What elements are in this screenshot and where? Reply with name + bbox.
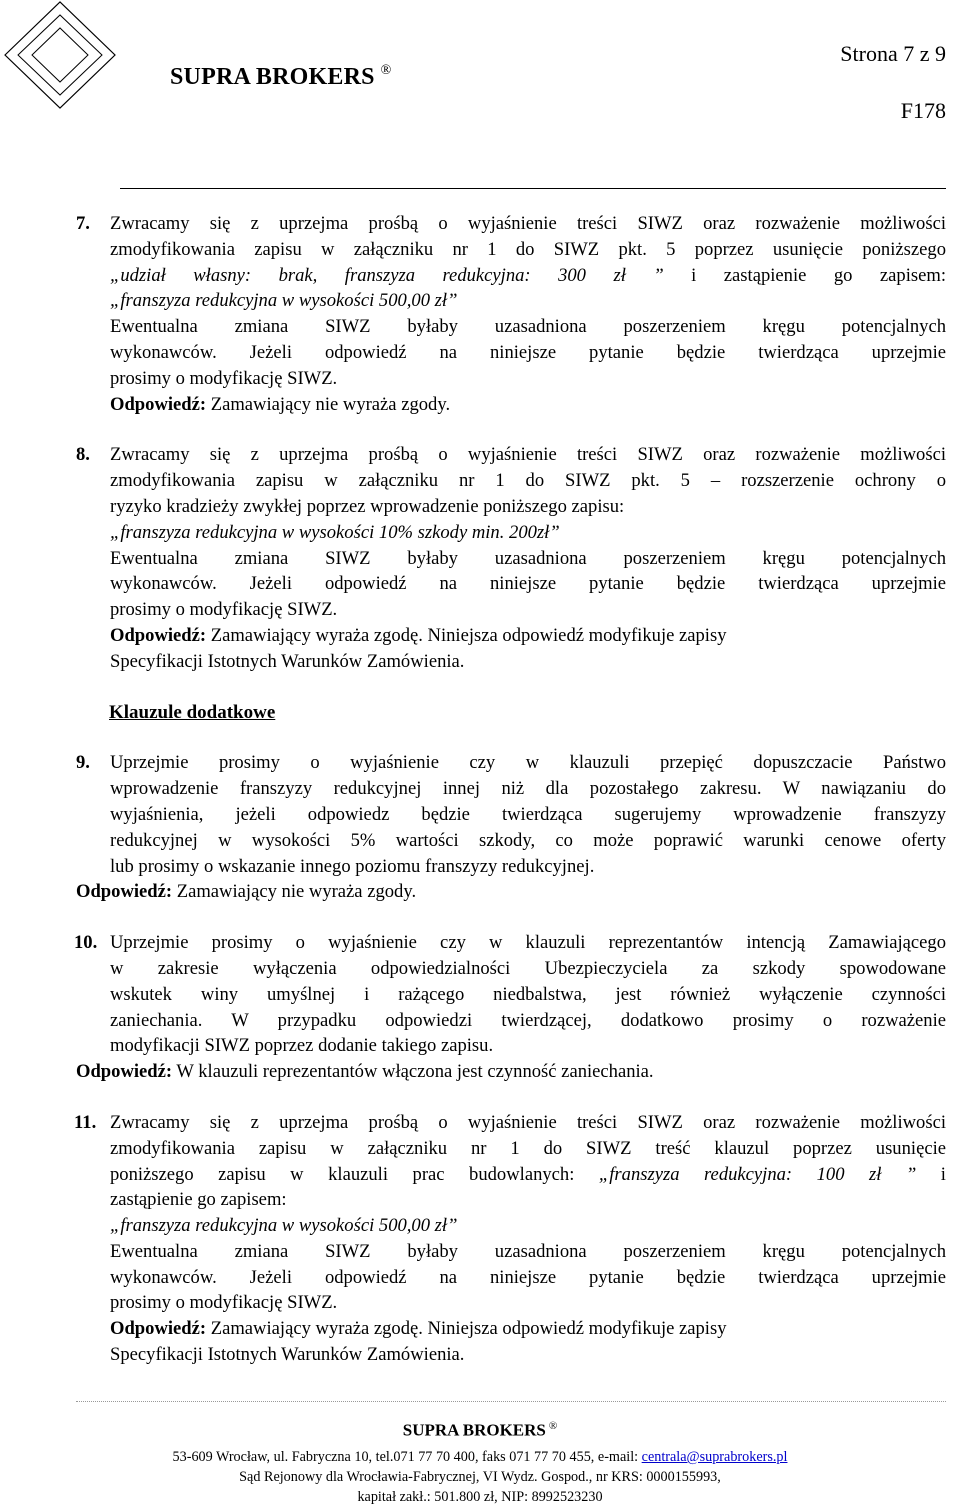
text-line: Uprzejmie prosimy o wyjaśnienie czy w klauzuli reprezentantów intencją Zamawiającego <box>110 932 946 954</box>
answer-line: Odpowiedź: Zamawiający wyraża zgodę. Niniejsza odpowiedź modyfikuje zapisy <box>110 1318 727 1340</box>
question-number: 8. <box>76 444 90 466</box>
question-item <box>76 1110 946 1368</box>
header-rule <box>120 188 946 189</box>
page-number: Strona 7 z 9 <box>840 41 946 66</box>
text-line: w zakresie wyłączenia odpowiedzialności Ubezpieczyciela za szkody spowodowane <box>110 957 946 979</box>
answer-line: Specyfikacji Istotnych Warunków Zamówienia. <box>110 1344 465 1366</box>
text-line: Ewentualna zmiana SIWZ byłaby uzasadniona poszerzeniem kręgu potencjalnych <box>110 547 946 569</box>
footer-address: 53-609 Wrocław, ul. Fabryczna 10, tel.071 77 70 400, faks 071 77 70 455, e-mail: centrala@suprabrokers.pl <box>172 1449 788 1465</box>
text-line: Zwracamy się z uprzejma prośbą o wyjaśnienie treści SIWZ oraz rozważenie możliwości <box>110 444 946 466</box>
text-line: zmodyfikowania zapisu w załączniku nr 1 do SIWZ pkt. 5 poprzez usunięcie poniższego <box>110 238 946 260</box>
text-line: „udział własny: brak, franszyza redukcyjna: 300 zł ” i zastąpienie go zapisem: <box>110 264 946 286</box>
text-line: Ewentualna zmiana SIWZ byłaby uzasadniona poszerzeniem kręgu potencjalnych <box>110 1240 946 1262</box>
answer-line: Specyfikacji Istotnych Warunków Zamówienia. <box>110 650 465 672</box>
answer-line: Odpowiedź: W klauzuli reprezentantów włączona jest czynność zaniechania. <box>76 1061 654 1083</box>
text-line: ryzyko kradzieży zwykłej poprzez wprowadzenie poniższego zapisu: <box>110 495 625 517</box>
section-heading: Klauzule dodatkowe <box>109 701 276 723</box>
question-number: 9. <box>76 752 90 774</box>
document-code: F178 <box>900 98 946 123</box>
question-number: 10. <box>74 932 98 954</box>
text-line: zmodyfikowania zapisu w załączniku nr 1 do SIWZ treść klauzul poprzez usunięcie <box>110 1137 946 1159</box>
question-number: 11. <box>74 1111 97 1133</box>
text-line: wprowadzenie franszyzy redukcyjnej innej niż dla pozostałego zakresu. W nawiązaniu do <box>110 778 946 800</box>
text-line: modyfikacji SIWZ poprzez dodanie takiego zapisu. <box>110 1035 494 1057</box>
footer-court: Sąd Rejonowy dla Wrocławia-Fabrycznej, VI Wydz. Gospod., nr KRS: 0000155993, <box>239 1469 721 1485</box>
question-item <box>76 750 946 879</box>
email-link[interactable]: centrala@suprabrokers.pl <box>641 1449 788 1465</box>
text-line: wykonawców. Jeżeli odpowiedź na niniejsze pytanie będzie twierdząca uprzejmie <box>110 573 946 595</box>
text-line: lub prosimy o wskazanie innego poziomu franszyzy redukcyjnej. <box>110 855 595 877</box>
text-line: „franszyza redukcyjna w wysokości 500,00 zł” <box>110 290 458 312</box>
document-body <box>76 211 946 1368</box>
text-line: prosimy o modyfikację SIWZ. <box>110 367 338 389</box>
answer-line: Odpowiedź: Zamawiający nie wyraża zgody. <box>110 393 451 415</box>
text-line: prosimy o modyfikację SIWZ. <box>110 1292 338 1314</box>
text-line: Zwracamy się z uprzejma prośbą o wyjaśnienie treści SIWZ oraz rozważenie możliwości <box>110 1111 946 1133</box>
text-line: „franszyza redukcyjna w wysokości 10% szkody min. 200zł” <box>110 521 560 543</box>
text-line: „franszyza redukcyjna w wysokości 500,00 zł” <box>110 1215 458 1237</box>
footer-rule <box>76 1401 946 1402</box>
text-line: wskutek winy umyślnej i rażącego niedbalstwa, jest również wyłączenie czynności <box>110 983 946 1005</box>
text-line: wykonawców. Jeżeli odpowiedź na niniejsze pytanie będzie twierdząca uprzejmie <box>110 1266 946 1288</box>
text-line: Zwracamy się z uprzejma prośbą o wyjaśnienie treści SIWZ oraz rozważenie możliwości <box>110 213 946 234</box>
footer-brand: SUPRA BROKERS ® <box>402 1420 558 1440</box>
text-line: Ewentualna zmiana SIWZ byłaby uzasadniona poszerzeniem kręgu potencjalnych <box>110 316 946 338</box>
text-line: zmodyfikowania zapisu w załączniku nr 1 do SIWZ pkt. 5 – rozszerzenie ochrony o <box>110 470 946 492</box>
question-item <box>76 930 946 1059</box>
text-line: zastąpienie go zapisem: <box>110 1189 287 1211</box>
answer-line: Odpowiedź: Zamawiający nie wyraża zgody. <box>76 881 417 903</box>
question-number: 7. <box>76 213 90 234</box>
text-line: wykonawców. Jeżeli odpowiedź na niniejsze pytanie będzie twierdząca uprzejmie <box>110 341 946 363</box>
question-item <box>76 211 946 417</box>
brand-name: SUPRA BROKERS ® <box>170 63 392 90</box>
text-line: Uprzejmie prosimy o wyjaśnienie czy w klauzuli przepięć dopuszczacie Państwo <box>110 752 946 774</box>
text-line: prosimy o modyfikację SIWZ. <box>110 599 338 621</box>
text-line: redukcyjnej w wysokości 5% wartości szkody, co może poprawić warunki cenowe oferty <box>110 829 946 851</box>
logo-mark <box>0 0 120 130</box>
question-item <box>76 442 946 674</box>
text-line: poniższego zapisu w klauzuli prac budowlanych: „franszyza redukcyjna: 100 zł ” i <box>110 1163 946 1185</box>
text-line: zaniechania. W przypadku odpowiedzi twierdzącej, dodatkowo prosimy o rozważenie <box>110 1009 946 1031</box>
text-line: wyjaśnienia, jeżeli odpowiedz będzie twierdząca sugerujemy wprowadzenie franszyzy <box>110 803 946 825</box>
answer-line: Odpowiedź: Zamawiający wyraża zgodę. Niniejsza odpowiedź modyfikuje zapisy <box>110 624 727 646</box>
footer-capital: kapitał zakł.: 501.800 zł, NIP: 8992523230 <box>357 1489 603 1505</box>
